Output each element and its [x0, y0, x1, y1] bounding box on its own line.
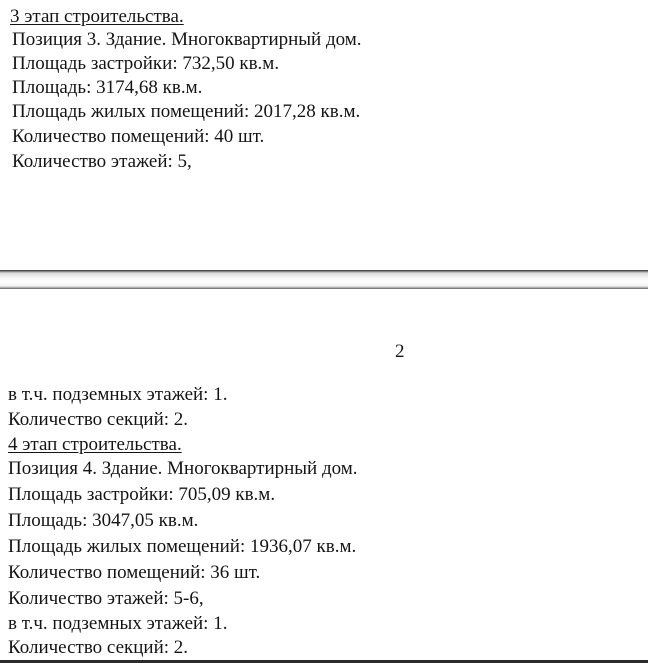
built-up-area-4: Площадь застройки: 705,09 кв.м.	[8, 484, 276, 505]
total-area-4: Площадь: 3047,05 кв.м.	[8, 510, 199, 531]
stage-3-heading: 3 этап строительства.	[10, 6, 184, 27]
document-page-top	[0, 0, 648, 270]
page-break	[0, 270, 648, 289]
residential-area-4: Площадь жилых помещений: 1936,07 кв.м.	[8, 536, 357, 557]
floors-count-4: Количество этажей: 5-6,	[8, 588, 204, 609]
stage-4-heading: 4 этап строительства.	[8, 434, 182, 455]
document-page-bottom	[0, 289, 648, 663]
position-4-building: Позиция 4. Здание. Многоквартирный дом.	[8, 458, 358, 479]
underground-floors-4: в т.ч. подземных этажей: 1.	[8, 613, 228, 634]
underground-floors-3: в т.ч. подземных этажей: 1.	[8, 384, 228, 405]
floors-count-3: Количество этажей: 5,	[12, 151, 192, 172]
sections-count-3: Количество секций: 2.	[8, 409, 189, 430]
rooms-count-3: Количество помещений: 40 шт.	[12, 126, 265, 147]
position-3-building: Позиция 3. Здание. Многоквартирный дом.	[12, 29, 362, 50]
total-area-3: Площадь: 3174,68 кв.м.	[12, 77, 203, 98]
rooms-count-4: Количество помещений: 36 шт.	[8, 562, 261, 583]
page-number: 2	[395, 341, 405, 362]
sections-count-4: Количество секций: 2.	[8, 637, 189, 658]
built-up-area-3: Площадь застройки: 732,50 кв.м.	[12, 53, 280, 74]
residential-area-3: Площадь жилых помещений: 2017,28 кв.м.	[12, 101, 361, 122]
